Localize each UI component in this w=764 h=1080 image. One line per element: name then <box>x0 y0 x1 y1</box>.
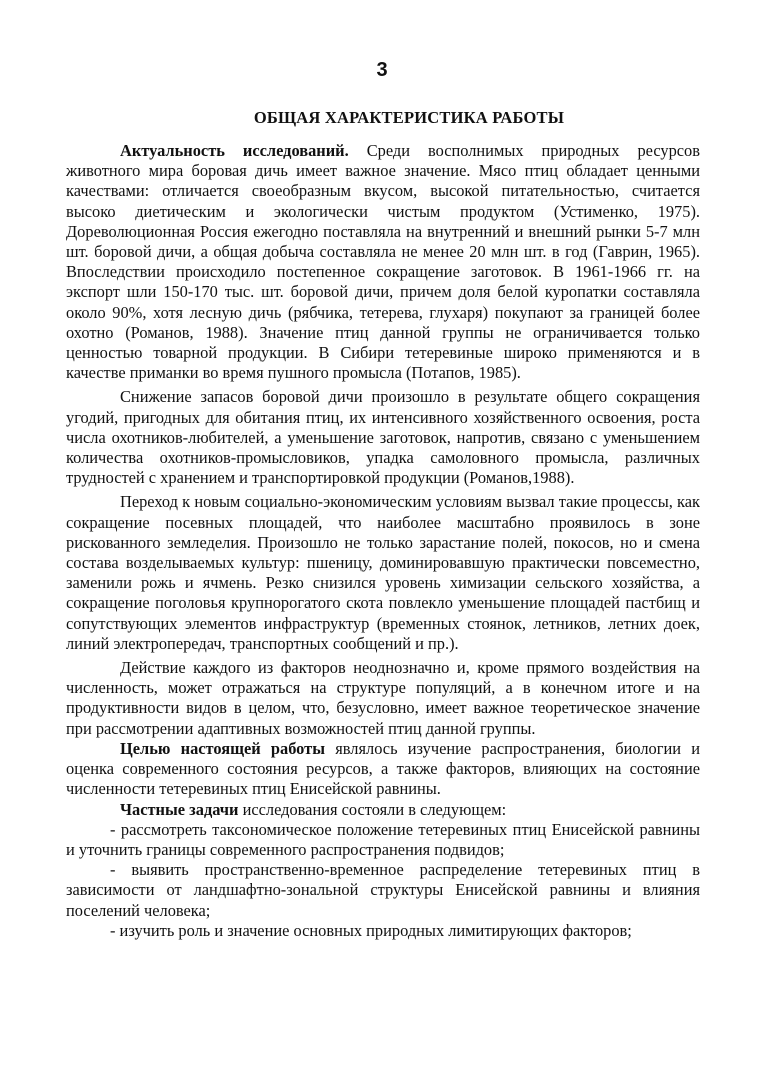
goal-text: являлось изучение распространения, биологии и оценка современного состояния ресурсов, а также факторов, влияющих на состояние численности тетеревиных птиц Енисейской равнины. <box>66 738 700 799</box>
paragraph-relevance <box>66 141 700 383</box>
relevance-lead: Актуальность исследований. <box>120 141 349 160</box>
tasks-lead: Частные задачи <box>120 799 239 819</box>
relevance-text: Среди восполнимых природных ресурсов животного мира боровая дичь имеет важное значение. Мясо птиц обладает ценными качествами: отличается своеобразным вкусом, высокой питательностью, считается высоко диетическим и экологически чистым продуктом (Устименко, 1975). Дореволюционная Россия ежегодно поставляла на внутренний и внешний рынки 5-7 млн шт. боровой дичи, а общая добыча составляла не менее 20 млн шт. в год (Гаврин, 1965). Впоследствии происходило постепенное сокращение заготовок. В 1961-1966 гг. на экспорт шли 150-170 тыс. шт. боровой дичи, причем доля белой куропатки составляла около 90%, хотя лесную дичь (рябчика, тетерева, глухаря) покупают за границей более охотно (Романов, 1988). Значение птиц данной группы не ограничивается только ценностью товарной продукции. В Сибири тетеревиные широко применяются и в качестве приманки во время пушного промысла (Потапов, 1985). <box>66 141 700 383</box>
tasks-text: исследования состояли в следующем: <box>238 799 507 819</box>
body-text <box>66 141 700 941</box>
paragraph-tasks <box>66 800 700 820</box>
task-item: - рассмотреть таксономическое положение тетеревиных птиц Енисейской равнины и уточнить границы современного распространения подвидов; <box>66 819 700 859</box>
paragraph-transition: Переход к новым социально-экономическим условиям вызвал такие процессы, как сокращение посевных площадей, что наиболее масштабно проявилось в зоне рискованного земледелия. Произошло не только зарастание полей, покосов, но и смена состава возделываемых культур: пшеницу, доминировавшую практически повсеместно, заменили рожь и ячмень. Резко снизился уровень химизации сельского хозяйства, а сокращение поголовья крупнорогатого скота повлекло уменьшение площадей пастбищ и сопутствующих элементов инфраструктур (временных стоянок, летников, летних доек, линий электропередач, транспортных сообщений и пр.). <box>66 492 700 653</box>
task-item: - выявить пространственно-временное распределение тетеревиных птиц в зависимости от ландшафтно-зональной структуры Енисейской равнины и влияния поселений человека; <box>66 860 700 920</box>
section-title: ОБЩАЯ ХАРАКТЕРИСТИКА РАБОТЫ <box>253 108 565 127</box>
goal-lead: Целью настоящей работы <box>120 738 326 758</box>
page-number: 3 <box>376 59 388 81</box>
paragraph-goal <box>66 739 700 800</box>
paragraph-factors: Действие каждого из факторов неоднозначно и, кроме прямого воздействия на численность, может отражаться на структуре популяций, а в конечном итоге и на продуктивности видов в целом, что, безусловно, имеет важное теоретическое значение при рассмотрении адаптивных возможностей птиц данной группы. <box>66 658 700 738</box>
paragraph-decline: Снижение запасов боровой дичи произошло в результате общего сокращения угодий, пригодных для обитания птиц, их интенсивного хозяйственного освоения, роста числа охотников-любителей, а уменьшение заготовок, напротив, связано с уменьшением количества охотников-промысловиков, упадка самоловного промысла, различных трудностей с хранением и транспортировкой продукции (Романов,1988). <box>66 387 700 488</box>
task-item: - изучить роль и значение основных природных лимитирующих факторов; <box>110 920 632 940</box>
